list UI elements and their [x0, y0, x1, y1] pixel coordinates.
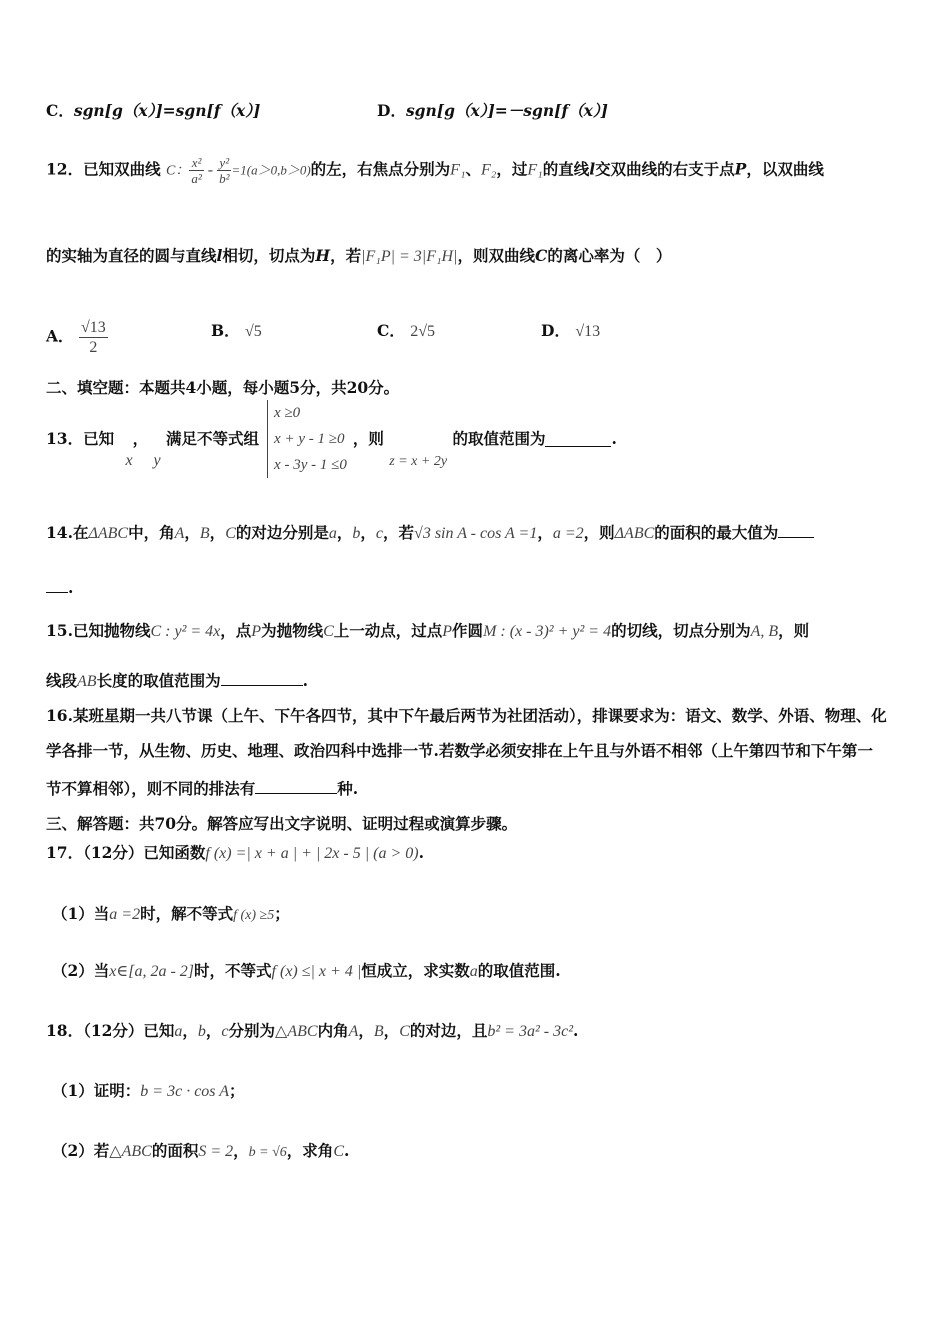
q15-line1: [46, 620, 809, 643]
text: 长度的取值范围为: [96, 671, 221, 690]
math-inline: P: [251, 623, 262, 640]
text: .: [573, 1021, 579, 1040]
q12-line1: [46, 155, 824, 186]
text: 的实轴为直径的圆与直线: [46, 246, 217, 265]
text: （1）证明：: [52, 1081, 141, 1100]
math-inline: F₁: [527, 161, 543, 179]
fraction: $\frac{\text{y²}}{\text{b²}}$: [219, 155, 230, 186]
text: 上一动点，过点: [333, 621, 443, 640]
math-inline: P: [442, 623, 453, 640]
section-heading-fill-in: 二、填空题：本题共4小题，每小题5分，共20分。: [46, 378, 400, 397]
q18-stem: 18．（12分）已知a，b，c分别为△ABC内角A，B，C的对边，且b² = 3a² - 3c².: [46, 1021, 579, 1040]
math-inline: a: [174, 1023, 183, 1040]
math-inline: C : y² = 4x: [150, 623, 221, 640]
math-inline: B: [199, 525, 210, 542]
text: 的左，右焦点分别为: [310, 159, 451, 179]
text: ，则: [583, 523, 615, 542]
q18-part1: [52, 1080, 245, 1103]
text: 分别为: [228, 1021, 276, 1040]
section-heading-solutions: 三、解答题：共70分。解答应写出文字说明、证明过程或演算步骤。: [46, 814, 518, 833]
math-inline: b² = 3a² - 3c²: [487, 1023, 573, 1040]
q14-line1: 14.在ΔABC中，角A，B，C的对边分别是a，b，c，若√3 sin A - cos A =1，a =2，则ΔABC的面积的最大值为: [46, 522, 814, 545]
q17-stem: [46, 842, 424, 865]
math-inline: z = x + 2y: [389, 454, 448, 469]
math-inline: ΔABC: [614, 525, 655, 542]
inequality-system: x ≥0 x + y - 1 ≥0 x - 3y - 1 ≤0: [267, 400, 347, 478]
q12-option-d: [541, 320, 600, 343]
q16-line1: 16.某班星期一共八节课（上午、下午各四节，其中下午最后两节为社团活动），排课要求为：语文、数学、外语、物理、化: [46, 706, 887, 725]
math-inline: -: [203, 161, 218, 179]
math-inline: ΔABC: [88, 525, 129, 542]
text: 相切，切点为: [222, 246, 316, 265]
q12-option-a: [46, 318, 108, 357]
question-number: 18．（12分）已知: [46, 1021, 175, 1040]
math-inline: a: [328, 525, 337, 542]
math-inline: |F₁P| = 3|F₁H|: [361, 248, 458, 265]
math-inline: c: [221, 1023, 229, 1040]
text: ；: [274, 904, 290, 923]
math-inline: √3 sin A - cos A =1: [414, 525, 538, 542]
math-inline: P: [734, 159, 747, 179]
math-inline: 2√5: [410, 323, 436, 340]
q13: 13．已知 x， y 满足不等式组 x ≥0 x + y - 1 ≥0 x - 3y - 1 ≤0 ，则 z = x + 2y 的取值范围为 .: [46, 400, 617, 480]
math-inline: c: [375, 525, 384, 542]
option-label: C．: [46, 101, 74, 120]
option-label: C．: [377, 321, 405, 340]
math-inline: =1(a＞0,b＞0): [231, 162, 311, 178]
math-inline: C：: [165, 163, 190, 179]
math-inline: C: [323, 623, 334, 640]
math-inline: C: [399, 1023, 410, 1040]
math-inline: △ABC: [275, 1023, 318, 1040]
text: 满足不等式组: [166, 429, 260, 448]
answer-blank[interactable]: [255, 779, 337, 794]
question-number: 13．已知: [46, 429, 115, 448]
answer-blank-continued[interactable]: [46, 578, 68, 593]
text: 的切线，切点分别为: [611, 621, 751, 640]
math-inline: b: [352, 525, 361, 542]
text: 时，解不等式: [140, 904, 234, 923]
q12-option-c: [377, 320, 435, 343]
math-inline: S = 2: [198, 1143, 234, 1160]
question-number: 14.在: [46, 523, 89, 542]
math-inline: y: [153, 452, 161, 469]
text: 内角: [317, 1021, 349, 1040]
text: 的直线: [542, 159, 590, 179]
q16-line2: 学各排一节，从生物、历史、地理、政治四科中选排一节.若数学必须安排在上午且与外语不相邻（上午第四节和下午第一: [46, 741, 873, 760]
text: ，: [132, 429, 149, 448]
math-inline: f (x) =| x + a | + | 2x - 5 | (a > 0): [205, 845, 419, 862]
text: 时，不等式: [194, 961, 272, 980]
math-inline: l: [216, 246, 223, 265]
math-inline: f (x) ≥5: [233, 908, 275, 923]
math-inline: A, B: [750, 623, 779, 640]
math-inline: a =2: [109, 906, 141, 923]
math-inline: C: [333, 1143, 344, 1160]
text: 恒成立，求实数: [361, 961, 470, 980]
text: ，过: [496, 159, 528, 179]
text: ，求角: [286, 1141, 334, 1160]
text: 为抛物线: [261, 621, 324, 640]
text: .: [343, 1141, 350, 1160]
math-inline: F₂: [481, 161, 497, 179]
question-number: 12．已知双曲线: [46, 159, 161, 179]
math-inline: √13: [575, 323, 601, 340]
q16-line3: [46, 778, 358, 800]
text: 的面积的最大值为: [654, 523, 779, 542]
text: ；: [229, 1081, 245, 1100]
option-text: sgn[g（x）]=sgn[f（x）]: [73, 101, 261, 120]
math-inline: x: [125, 452, 133, 469]
math-inline: M : (x - 3)² + y² = 4: [483, 623, 612, 640]
q15-line2: [46, 670, 308, 693]
option-text: sgn[g（x）]=－sgn[f（x）]: [405, 101, 608, 120]
text: 的取值范围.: [477, 961, 561, 980]
math-inline: l: [589, 159, 596, 179]
answer-blank[interactable]: [545, 432, 611, 447]
math-inline: b = 3c · cos A: [140, 1083, 230, 1100]
text: 节不算相邻），则不同的排法有: [46, 779, 256, 798]
option-label: A．: [46, 326, 74, 346]
math-inline: C: [535, 246, 548, 265]
text: ，则: [778, 621, 810, 640]
text: 中，角: [128, 523, 175, 542]
math-inline: √5: [245, 323, 262, 340]
text: （1）当: [52, 904, 110, 923]
q12-line2: [46, 245, 671, 268]
text: 的离心率为（ ）: [547, 246, 672, 265]
math-inline: A: [348, 1023, 359, 1040]
text: 交双曲线的右支于点: [595, 159, 735, 179]
math-inline: C: [225, 525, 236, 542]
text: ，: [233, 1141, 249, 1160]
text: 的对边，且: [409, 1021, 488, 1040]
q11-option-c: [46, 100, 260, 122]
q14-line2: [46, 577, 73, 599]
option-label: B．: [211, 321, 240, 340]
text: ，则: [352, 429, 384, 448]
text: .: [418, 843, 424, 862]
text: ，则双曲线: [457, 246, 535, 265]
math-inline: b = √6: [248, 1145, 287, 1160]
math-inline: F₁: [450, 161, 466, 179]
math-inline: △ABC: [109, 1143, 152, 1160]
math-inline: a =2: [552, 525, 584, 542]
fraction: $\frac{\text{x²}}{\text{a²}}$: [191, 155, 202, 186]
option-label: D．: [377, 101, 406, 120]
q11-option-d: [377, 100, 608, 122]
math-inline: A: [174, 525, 185, 542]
q17-part2: [52, 960, 561, 983]
q12-option-b: [211, 320, 262, 343]
text: .: [68, 578, 74, 597]
math-inline: H: [315, 246, 331, 265]
text: 的对边分别是: [235, 523, 329, 542]
text: 线段: [46, 671, 78, 690]
text: ，若: [383, 523, 415, 542]
text: ，以双曲线: [746, 159, 824, 179]
question-number: 17．（12分）已知函数: [46, 843, 206, 862]
text: ，若: [330, 246, 362, 265]
math-inline: f (x) ≤| x + 4 |: [271, 963, 362, 980]
q18-part2: [52, 1140, 349, 1164]
math-inline: AB: [77, 673, 97, 690]
text: 的取值范围为: [452, 429, 546, 448]
text: ，点: [220, 621, 252, 640]
math-inline: B: [373, 1023, 384, 1040]
text: .: [302, 671, 308, 690]
answer-blank[interactable]: [778, 523, 814, 538]
math-inline: x∈[a, 2a - 2]: [109, 963, 195, 980]
option-label: D．: [541, 321, 570, 340]
q17-part1: [52, 903, 290, 927]
answer-blank[interactable]: [221, 671, 303, 686]
math-inline: b: [197, 1023, 206, 1040]
text: （2）当: [52, 961, 110, 980]
fraction: $\frac{√13}{2}$: [80, 319, 106, 356]
text: （2）若: [52, 1141, 110, 1160]
question-number: 15.已知抛物线: [46, 621, 151, 640]
text: 的面积: [151, 1141, 199, 1160]
text: 作圆: [452, 621, 484, 640]
math-inline: a: [469, 963, 478, 980]
text: 、: [465, 159, 482, 179]
text: 种.: [337, 779, 359, 798]
